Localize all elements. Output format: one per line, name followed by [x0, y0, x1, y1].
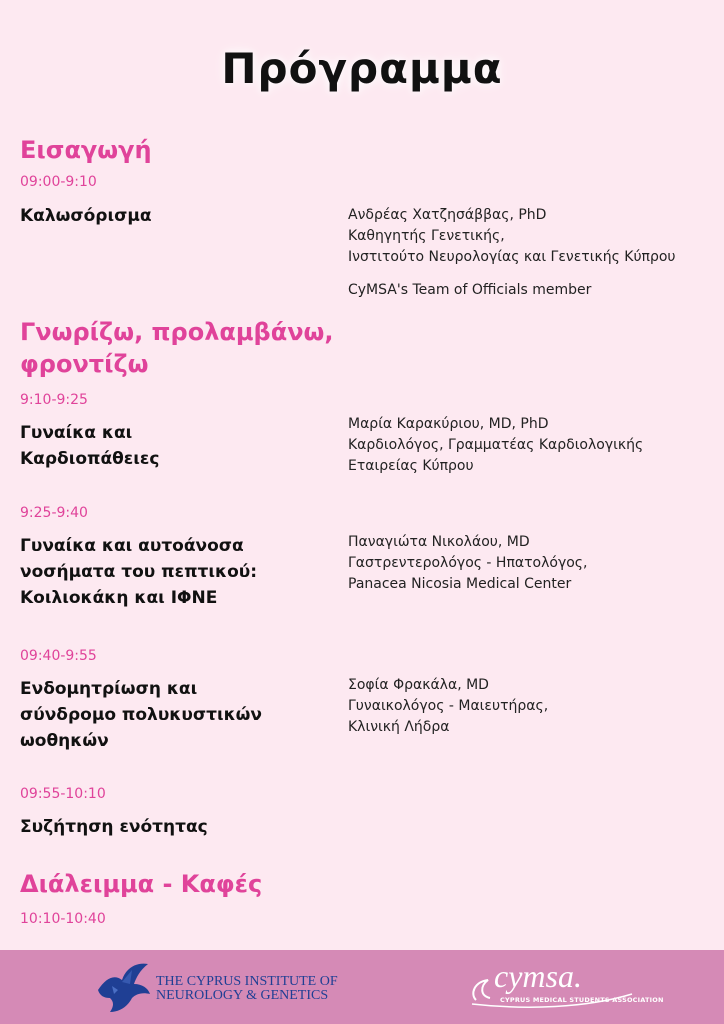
time-slot: 9:25-9:40	[20, 505, 88, 521]
speaker-info	[348, 532, 587, 595]
time-slot: 09:55-10:10	[20, 786, 106, 802]
cing-logo-text	[156, 975, 338, 1003]
section-heading-break: Διάλειμμα - Καφές	[20, 870, 263, 898]
talk-title-line: Γυναίκα και	[20, 423, 133, 443]
time-slot: 10:10-10:40	[20, 911, 106, 927]
talk-title-line: Ενδομητρίωση και	[20, 679, 198, 699]
page-title: Πρόγραμμα	[221, 44, 503, 93]
cing-logo-line: THE CYPRUS INSTITUTE OF	[156, 974, 338, 989]
footer-bar	[0, 950, 724, 1024]
speaker-line: Εταιρείας Κύπρου	[348, 458, 474, 474]
cymsa-logo-text: cymsa.	[494, 958, 582, 994]
dove-logo-icon	[92, 960, 152, 1014]
speaker-info	[348, 414, 643, 477]
speaker-line: Γαστρεντερολόγος - Ηπατολόγος,	[348, 555, 588, 571]
talk-title-line: Κοιλιοκάκη και ΙΦΝΕ	[20, 588, 218, 608]
cymsa-logo-subtitle: CYPRUS MEDICAL STUDENTS ASSOCIATION	[500, 996, 664, 1004]
talk-title: Συζήτηση ενότητας	[20, 817, 208, 837]
speaker-info	[348, 675, 548, 738]
speaker-line: Ανδρέας Χατζησάββας, PhD	[348, 207, 547, 223]
speaker-line: Ινστιτούτο Νευρολογίας και Γενετικής Κύπρου	[348, 249, 676, 265]
talk-title-line: σύνδρομο πολυκυστικών	[20, 705, 263, 725]
talk-title-line: Γυναίκα και αυτοάνοσα	[20, 536, 244, 556]
section-heading-line: Γνωρίζω, προλαμβάνω,	[20, 318, 334, 346]
speaker-line: Γυναικολόγος - Μαιευτήρας,	[348, 698, 549, 714]
speaker-line: Παναγιώτα Νικολάου, MD	[348, 534, 530, 550]
section-heading-line: φροντίζω	[20, 350, 149, 378]
time-slot: 09:40-9:55	[20, 648, 97, 664]
talk-title	[20, 676, 262, 754]
talk-title-line: ωοθηκών	[20, 731, 109, 751]
speaker-line: Κλινική Λήδρα	[348, 719, 450, 735]
talk-title	[20, 533, 257, 611]
speaker-info	[348, 205, 676, 268]
talk-title: Καλωσόρισμα	[20, 206, 152, 226]
speaker-line: Μαρία Καρακύριου, MD, PhD	[348, 416, 549, 432]
speaker-line: Καρδιολόγος, Γραμματέας Καρδιολογικής	[348, 437, 644, 453]
cing-logo-line: NEUROLOGY & GENETICS	[156, 988, 329, 1003]
speaker-line: Σοφία Φρακάλα, MD	[348, 677, 489, 693]
speaker-note: CyMSA's Team of Officials member	[348, 282, 592, 298]
time-slot: 9:10-9:25	[20, 392, 88, 408]
section-heading-main	[20, 316, 334, 380]
talk-title	[20, 420, 159, 472]
talk-title-line: νοσήματα του πεπτικού:	[20, 562, 258, 582]
speaker-line: Καθηγητής Γενετικής,	[348, 228, 505, 244]
section-heading-intro: Εισαγωγή	[20, 136, 152, 164]
time-slot: 09:00-9:10	[20, 174, 97, 190]
talk-title-line: Καρδιοπάθειες	[20, 449, 160, 469]
speaker-line: Panacea Nicosia Medical Center	[348, 576, 572, 592]
